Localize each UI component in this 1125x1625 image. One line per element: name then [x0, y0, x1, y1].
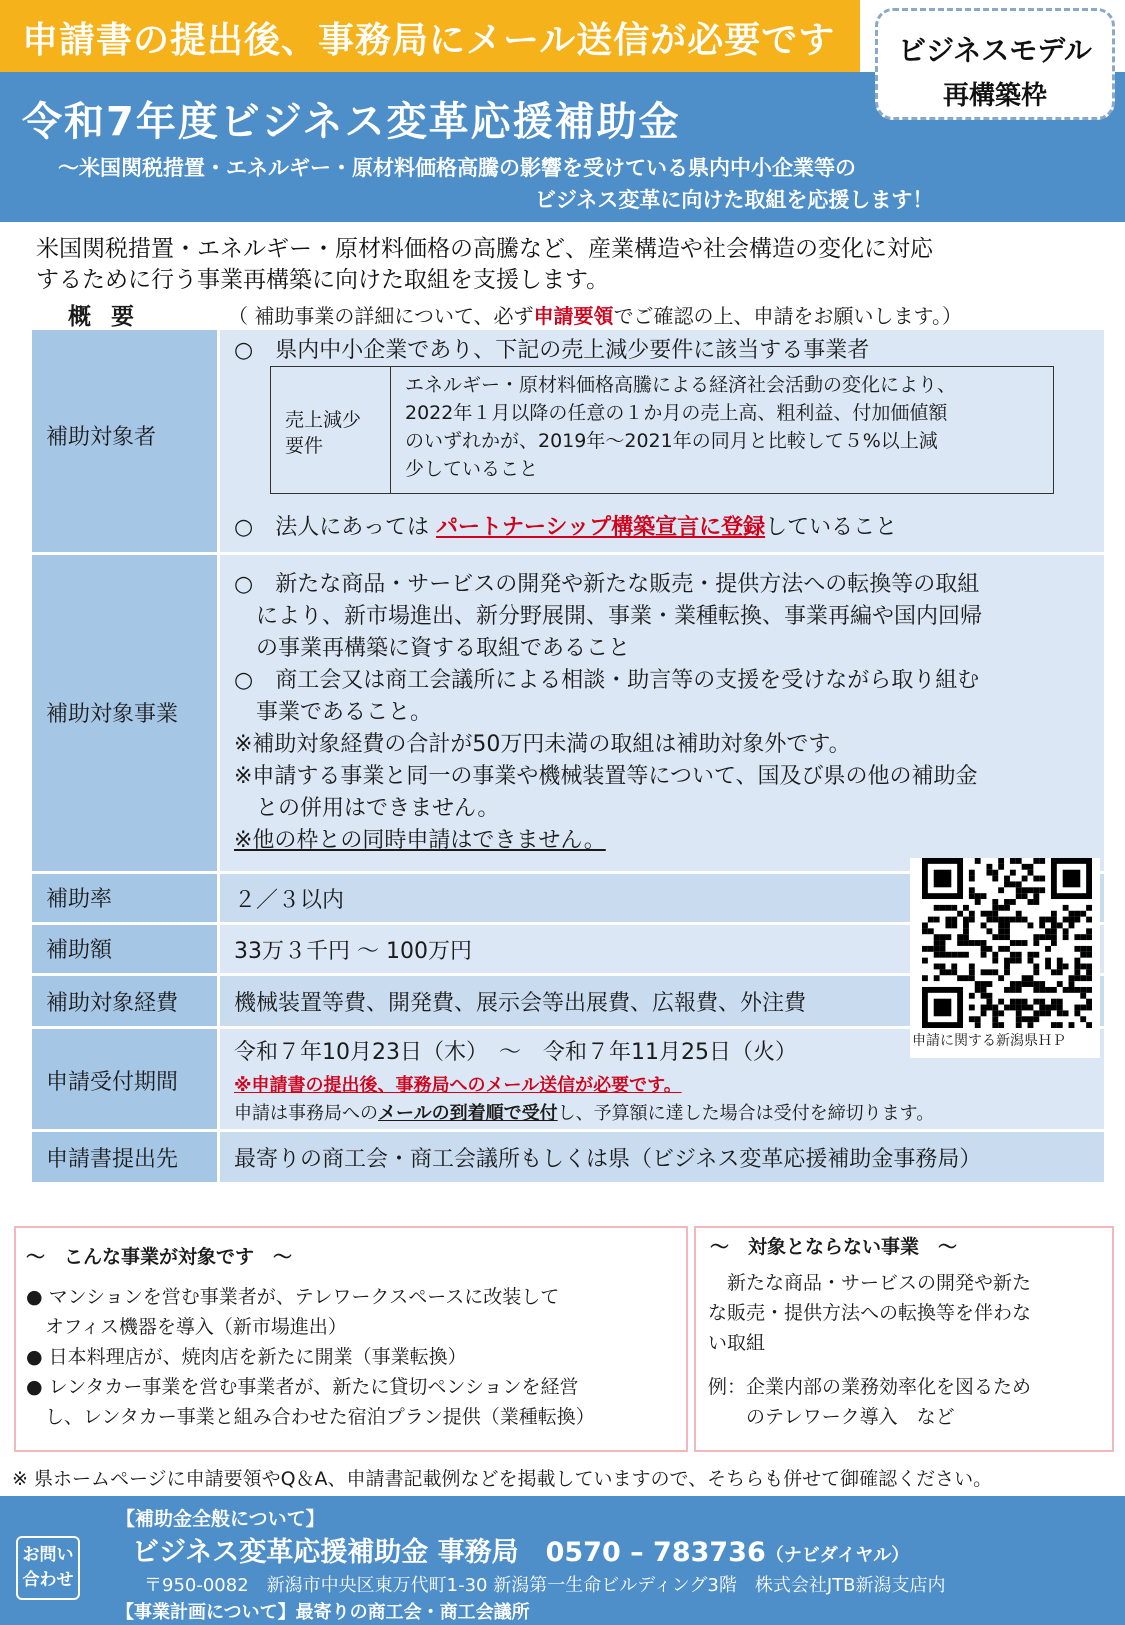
overview-label: 概要 — [68, 304, 154, 330]
period-note-pre: 申請は事務局への — [234, 1103, 378, 1124]
intro-line1: 米国関税措置・エネルギー・原材料価格の高騰など、産業構造や社会構造の変化に対応 — [36, 236, 933, 262]
qr-code-area — [910, 858, 1100, 1058]
rate-value: ２／３以内 — [234, 888, 345, 913]
period-note-bold: メールの到着順で受付 — [378, 1103, 558, 1124]
contact-heading: 【補助金全般について】 — [116, 1508, 325, 1530]
row-label-cell — [32, 330, 217, 552]
target-item1: ○ 県内中小企業であり、下記の売上減少要件に該当する事業者 — [234, 338, 870, 363]
row-label-cell — [32, 874, 217, 922]
row-label-expense: 補助対象経費 — [46, 991, 179, 1016]
intro — [36, 234, 1096, 296]
guideline-link[interactable]: 申請要領 — [533, 304, 614, 328]
non-target-line: 新たな商品・サービスの開発や新た — [708, 1272, 1032, 1294]
requirement-line: のいずれかが、2019年～2021年の同月と比較して５%以上減 — [405, 430, 938, 452]
contact-footer — [0, 1496, 1125, 1625]
non-target-example-line: 例：企業内部の業務効率化を図るため — [708, 1376, 1032, 1398]
row-label-business: 補助対象事業 — [46, 702, 179, 727]
non-target-example-line: のテレワーク導入 など — [708, 1406, 955, 1428]
list-item: オフィス機器を導入（新市場進出） — [26, 1316, 347, 1338]
requirement-text — [405, 371, 956, 483]
period-note — [234, 1099, 934, 1125]
contact-badge — [16, 1536, 80, 1600]
row-value-cell — [220, 555, 1104, 871]
target-item2-pre: ○ 法人にあっては — [234, 515, 436, 540]
business-line: ※申請する事業と同一の事業や機械装置等について、国及び県の他の補助金 — [234, 764, 978, 789]
badge-line1: ビジネスモデル — [898, 34, 1092, 67]
business-line: により、新市場進出、新分野展開、事業・業種転換、事業再編や国内回帰 — [234, 604, 983, 629]
overview-note — [228, 300, 962, 329]
contact-phone[interactable]: ビジネス変革応援補助金 事務局 0570 – 783736 — [132, 1537, 766, 1568]
intro-line2: するために行う事業再構築に向けた取組を支援します。 — [36, 267, 610, 293]
row-label-submit: 申請書提出先 — [46, 1147, 179, 1172]
row-label-cell — [32, 1029, 217, 1129]
row-label-rate: 補助率 — [46, 887, 113, 912]
non-target-line: な販売・提供方法への転換等を伴わな — [708, 1302, 1032, 1324]
row-label-cell — [32, 555, 217, 871]
examples-list — [26, 1282, 595, 1432]
top-banner — [0, 0, 860, 72]
contact-badge-line2: 合わせ — [22, 1570, 74, 1590]
contact-plan: 【事業計画について】最寄りの商工会・商工会議所 — [116, 1602, 530, 1623]
contact-badge-line1: お問い — [22, 1545, 74, 1565]
amount-value: 33万３千円 ～ 100万円 — [234, 939, 472, 964]
business-text — [234, 569, 982, 857]
requirement-label-cell — [271, 367, 391, 493]
row-submit — [32, 1132, 1104, 1182]
row-label-target: 補助対象者 — [46, 425, 157, 450]
requirement-line: エネルギー・原材料価格高騰による経済社会活動の変化により、 — [405, 374, 957, 396]
contact-office — [132, 1530, 909, 1569]
business-line: ○ 新たな商品・サービスの開発や新たな販売・提供方法への転換等の取組 — [234, 572, 980, 597]
row-label-amount: 補助額 — [46, 938, 113, 963]
period-warning: ※申請書の提出後、事務局へのメール送信が必要です。 — [234, 1075, 682, 1096]
examples-title: ～ こんな事業が対象です ～ — [26, 1246, 293, 1268]
period-value: 令和７年10月23日（木） ～ 令和７年11月25日（火） — [234, 1040, 797, 1065]
non-target-text — [708, 1268, 1031, 1358]
category-badge — [875, 8, 1115, 120]
contact-address: 〒950-0082 新潟市中央区東万代町1-30 新潟第一生命ビルディング3階 株式会社JTB新潟支店内 — [144, 1575, 946, 1596]
subtitle-line1: ～米国関税措置・エネルギー・原材料価格高騰の影響を受けている県内中小企業等の — [58, 156, 856, 180]
overview-note-pre: （ 補助事業の詳細について、必ず — [228, 304, 534, 328]
row-label-period: 申請受付期間 — [46, 1070, 179, 1095]
requirement-box — [270, 366, 1054, 494]
business-line-last: ※他の枠との同時申請はできません。 — [234, 828, 606, 853]
non-target-example — [708, 1372, 1031, 1432]
banner-text: 申請書の提出後、事務局にメール送信が必要です — [22, 20, 836, 61]
qr-caption: 申請に関する新潟県ＨＰ — [912, 1033, 1066, 1049]
business-line: の事業再構築に資する取組であること — [234, 636, 631, 661]
contact-dial-note: （ナビダイヤル） — [765, 1545, 910, 1566]
business-line: との併用はできません。 — [234, 796, 500, 821]
target-item2-post: していること — [765, 515, 898, 540]
row-value-cell — [220, 330, 1104, 552]
row-label-cell — [32, 976, 217, 1026]
submit-value: 最寄りの商工会・商工会議所もしくは県（ビジネス変革応援補助金事務局） — [234, 1147, 982, 1172]
target-item2 — [234, 510, 897, 541]
non-target-box — [694, 1226, 1114, 1452]
page-title: 令和7年度ビジネス変革応援補助金 — [22, 99, 681, 145]
business-line: ○ 商工会又は商工会議所による相談・助言等の支援を受けながら取り組む — [234, 668, 980, 693]
requirement-label-line2: 要件 — [285, 435, 324, 457]
footnote: ※ 県ホームページに申請要領やQ＆A、申請書記載例などを掲載していますので、そちらも併せて御確認ください。 — [12, 1468, 993, 1490]
list-item: ● 日本料理店が、焼肉店を新たに開業（事業転換） — [26, 1346, 467, 1368]
requirement-line: 2022年１月以降の任意の１か月の売上高、粗利益、付加価値額 — [405, 402, 948, 424]
contact-badge-text — [18, 1538, 78, 1593]
partnership-link[interactable]: パートナーシップ構築宣言に登録 — [435, 515, 766, 540]
requirement-label-line1: 売上減少 — [285, 409, 362, 431]
row-value-cell — [220, 1132, 1104, 1182]
subtitle-line2: ビジネス変革に向けた取組を応援します！ — [535, 188, 934, 212]
row-business — [32, 555, 1104, 871]
examples-box — [14, 1226, 688, 1452]
list-item: ● レンタカー事業を営む事業者が、新たに貸切ペンションを経営 — [26, 1376, 579, 1398]
non-target-line: い取組 — [708, 1332, 766, 1354]
requirement-label — [285, 407, 361, 459]
badge-line2: 再構築枠 — [942, 81, 1047, 111]
list-item: ● マンションを営む事業者が、テレワークスペースに改装して — [26, 1286, 560, 1308]
row-target — [32, 330, 1104, 552]
period-note-post: し、予算額に達した場合は受付を締切ります。 — [557, 1103, 935, 1124]
expense-value: 機械装置等費、開発費、展示会等出展費、広報費、外注費 — [234, 991, 807, 1016]
row-label-cell — [32, 1132, 217, 1182]
non-target-title: ～ 対象とならない事業 ～ — [710, 1236, 958, 1258]
row-label-cell — [32, 925, 217, 973]
business-line: ※補助対象経費の合計が50万円未満の取組は補助対象外です。 — [234, 732, 851, 757]
business-line: 事業であること。 — [234, 700, 433, 725]
list-item: し、レンタカー事業と組み合わせた宿泊プラン提供（業種転換） — [26, 1406, 595, 1428]
requirement-line: 少していること — [405, 458, 539, 480]
qr-code-icon[interactable] — [922, 858, 1092, 1028]
overview-note-post: でご確認の上、申請をお願いします。） — [613, 304, 962, 328]
